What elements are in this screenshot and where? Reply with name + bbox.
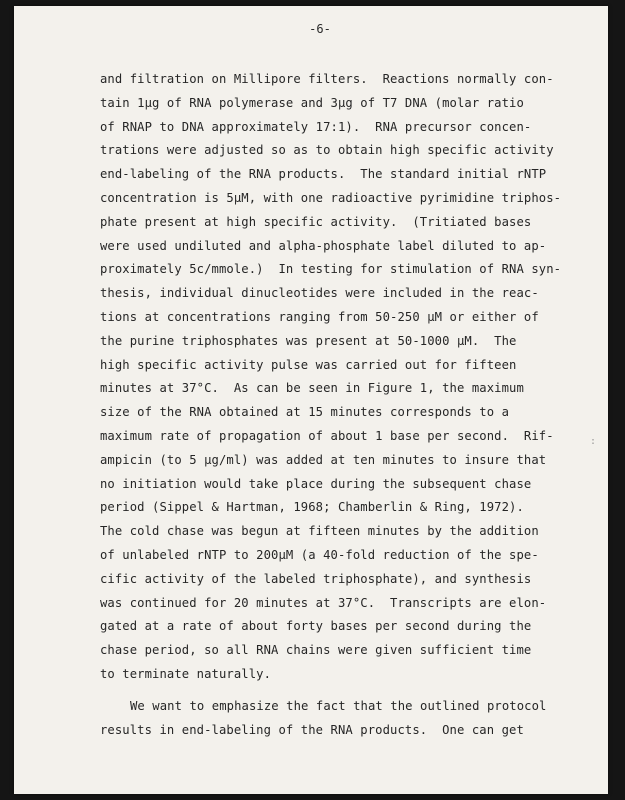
text-line: proximately 5c/mmole.) In testing for stimulation of RNA syn- [100, 262, 562, 277]
body-text [100, 68, 560, 742]
text-line: gated at a rate of about forty bases per second during the [100, 619, 532, 634]
text-line: of unlabeled rNTP to 200μM (a 40-fold reduction of the spe- [100, 547, 539, 562]
text-line: to terminate naturally. [100, 666, 272, 681]
text-line: cific activity of the labeled triphosphate), and synthesis [100, 571, 532, 586]
document-page [14, 6, 608, 794]
text-line: minutes at 37°C. As can be seen in Figure 1, the maximum [100, 381, 524, 396]
text-line: were used undiluted and alpha-phosphate label diluted to ap- [100, 238, 547, 253]
text-line: tions at concentrations ranging from 50-250 μM or either of [100, 309, 539, 324]
text-line: The cold chase was begun at fifteen minutes by the addition [100, 524, 539, 539]
text-line: end-labeling of the RNA products. The standard initial rNTP [100, 167, 547, 182]
paragraph-1 [100, 68, 560, 687]
page-number: -6- [309, 22, 331, 36]
text-line: maximum rate of propagation of about 1 base per second. Rif- [100, 428, 554, 443]
paragraph-2 [100, 695, 560, 743]
text-line: concentration is 5μM, with one radioactive pyrimidine triphos- [100, 190, 562, 205]
text-line: tain 1μg of RNA polymerase and 3μg of T7 DNA (molar ratio [100, 95, 524, 110]
text-line: trations were adjusted so as to obtain high specific activity [100, 143, 554, 158]
margin-mark: : [590, 436, 597, 447]
text-line: high specific activity pulse was carried out for fifteen [100, 357, 517, 372]
text-line: period (Sippel & Hartman, 1968; Chamberlin & Ring, 1972). [100, 500, 524, 515]
text-line: chase period, so all RNA chains were given sufficient time [100, 643, 532, 658]
text-line: We want to emphasize the fact that the outlined protocol [130, 698, 547, 713]
text-line: size of the RNA obtained at 15 minutes corresponds to a [100, 405, 510, 420]
text-line: results in end-labeling of the RNA products. One can get [100, 722, 524, 737]
text-line: was continued for 20 minutes at 37°C. Transcripts are elon- [100, 595, 547, 610]
text-line: phate present at high specific activity. (Tritiated bases [100, 214, 532, 229]
text-line: of RNAP to DNA approximately 17:1). RNA precursor concen- [100, 119, 532, 134]
text-line: no initiation would take place during the subsequent chase [100, 476, 532, 491]
text-line: thesis, individual dinucleotides were included in the reac- [100, 286, 539, 301]
text-line: ampicin (to 5 μg/ml) was added at ten minutes to insure that [100, 452, 547, 467]
text-line: the purine triphosphates was present at 50-1000 μM. The [100, 333, 517, 348]
text-line: and filtration on Millipore filters. Reactions normally con- [100, 72, 554, 86]
